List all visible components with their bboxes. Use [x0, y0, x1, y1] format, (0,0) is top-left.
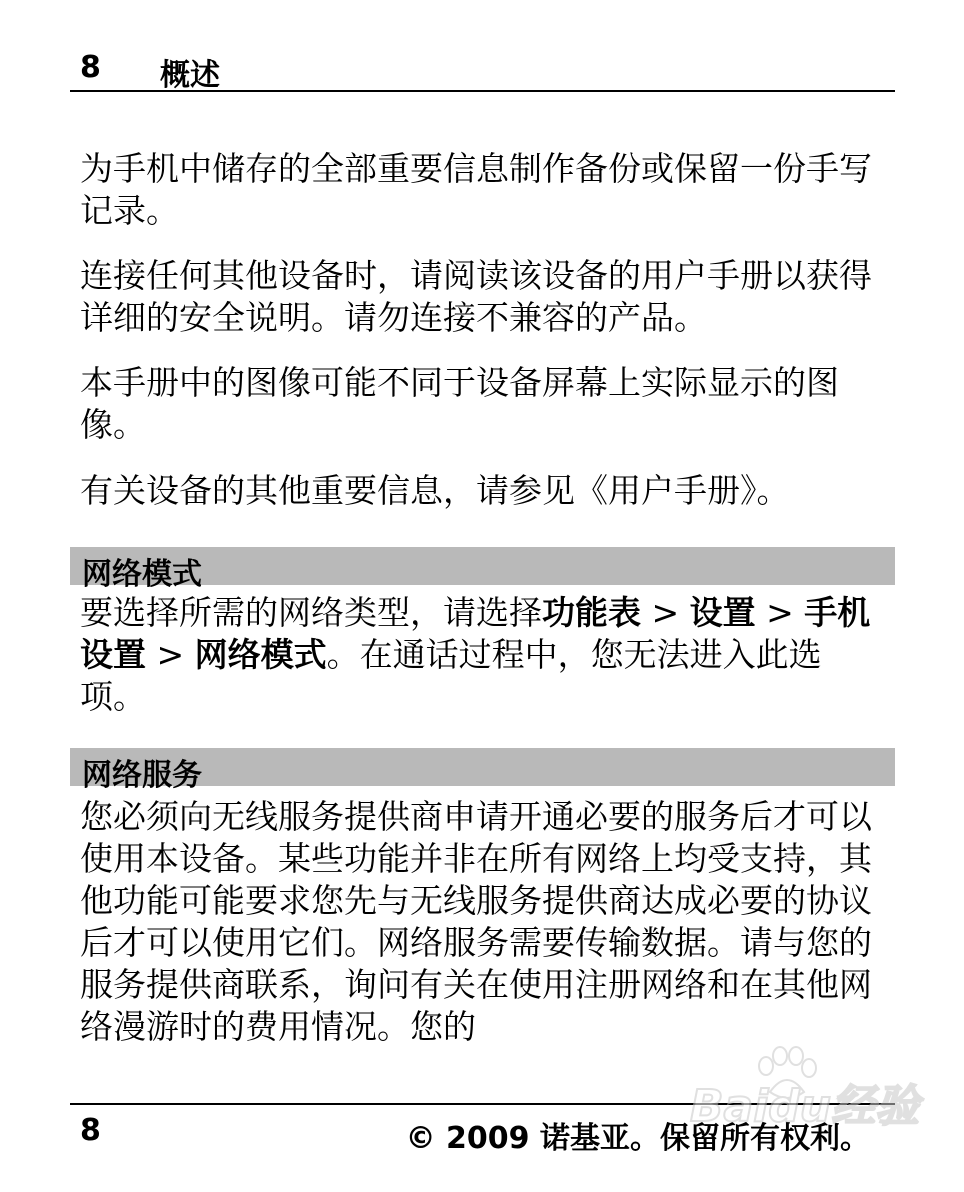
- footer-copyright: © 2009 诺基亚。保留所有权利。: [405, 1121, 870, 1156]
- paragraph-more-info: 有关设备的其他重要信息，请参见《用户手册》。: [80, 471, 790, 510]
- section-heading-text: 网络服务: [82, 758, 202, 793]
- network-mode-text-1: 要选择所需的网络类型，请选择: [80, 593, 542, 632]
- paragraph-backup: 为手机中储存的全部重要信息制作备份或保留一份手写记录。: [80, 149, 872, 230]
- menu-separator: >: [146, 635, 195, 674]
- network-mode-text-2: 。在通话过程中，您无法进入此选项。: [80, 635, 822, 716]
- footer-page-number: 8: [80, 1113, 101, 1148]
- menu-path-functions: 功能表: [542, 593, 641, 632]
- paragraph-images: 本手册中的图像可能不同于设备屏幕上实际显示的图像。: [80, 363, 839, 444]
- menu-path-network-mode: 网络模式: [194, 635, 327, 674]
- header-page-number: 8: [80, 50, 101, 85]
- paragraph-connect: 连接任何其他设备时，请阅读该设备的用户手册以获得详细的安全说明。请勿连接不兼容的产品。: [80, 256, 872, 337]
- menu-path-phone-settings: 手机设置: [80, 593, 871, 674]
- section-heading-network-mode: [70, 547, 895, 592]
- menu-path-settings: 设置: [689, 593, 756, 632]
- paragraph-network-mode: [80, 592, 880, 718]
- baidu-watermark: [690, 1048, 930, 1158]
- section-heading-text: 网络模式: [82, 557, 202, 592]
- header-title: 概述: [160, 58, 220, 93]
- page-header: [70, 48, 895, 92]
- paragraph-network-services: 您必须向无线服务提供商申请开通必要的服务后才可以使用本设备。某些功能并非在所有网络上均受支持，其他功能可能要求您先与无线服务提供商达成必要的协议后才可以使用它们。网络服务需要传输数据。请与您的服务提供商联系，询问有关在使用注册网络和在其他网络漫游时的费用情况。您的: [80, 797, 872, 1046]
- menu-separator: >: [641, 593, 690, 632]
- menu-separator: >: [755, 593, 805, 632]
- section-heading-network-services: [70, 748, 895, 793]
- watermark-text: Baidu经验: [690, 1081, 920, 1132]
